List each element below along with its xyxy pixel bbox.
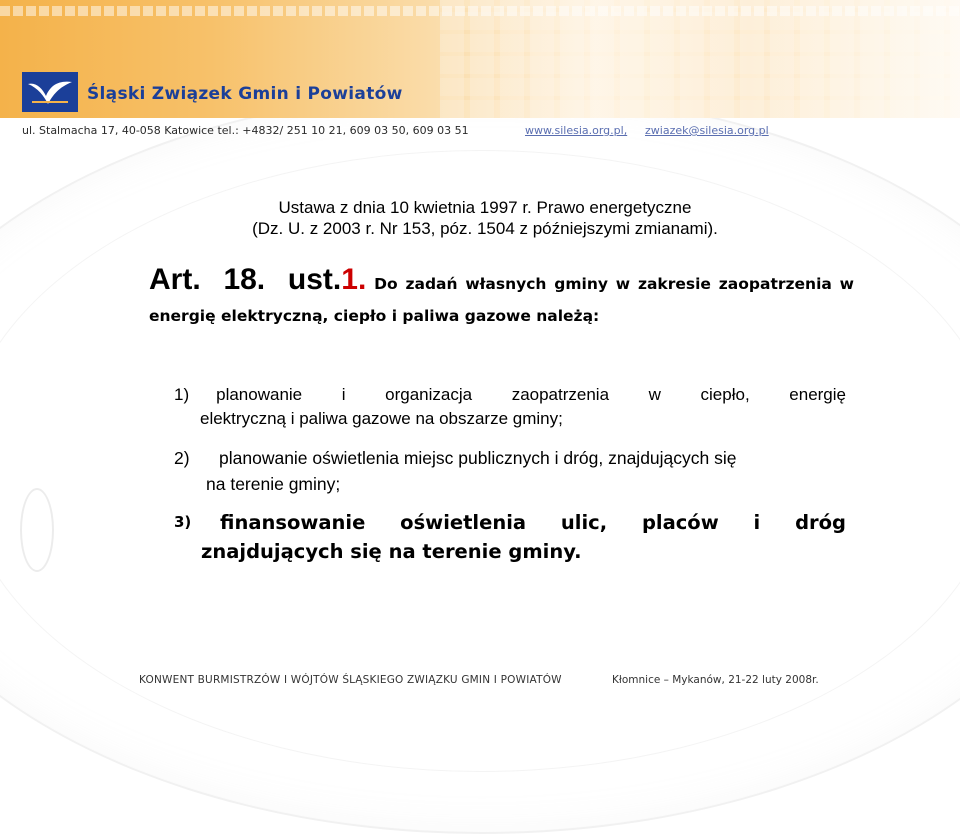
list-item-3 (174, 508, 846, 566)
bird-logo-icon (22, 72, 78, 112)
email-link[interactable]: zwiazek@silesia.org.pl (645, 124, 769, 137)
website-link[interactable]: www.silesia.org.pl, (525, 124, 628, 137)
header-mosaic (440, 0, 960, 118)
act-title-line1: Ustawa z dnia 10 kwietnia 1997 r. Prawo energetyczne (278, 198, 692, 217)
list-item-line: elektryczną i paliwa gazowe na obszarze gminy; (200, 409, 563, 428)
list-item-1 (174, 383, 846, 431)
address-text: ul. Stalmacha 17, 40-058 Katowice tel.: +4832/ 251 10 21, 609 03 50, 609 03 51 (22, 124, 469, 137)
article-text: Do zadań własnych gminy w zakresie zaopatrzenia w energię elektryczną, ciepło i paliwa gazowe należą: (149, 275, 854, 325)
list-item-number: 1) (174, 385, 190, 404)
list-item-number: 3) (174, 513, 192, 531)
organization-name: Śląski Związek Gmin i Powiatów (87, 84, 403, 104)
article-label (149, 263, 366, 296)
article-art: Art. (149, 263, 201, 296)
list-item-line: finansowanie oświetlenia ulic, placów i dróg (220, 511, 846, 534)
act-title-line2: (Dz. U. z 2003 r. Nr 153, póz. 1504 z późniejszymi zmianami). (252, 219, 718, 238)
contact-line (22, 124, 769, 137)
list-item-line: na terenie gminy; (206, 474, 341, 494)
footer-convention: KONWENT BURMISTRZÓW I WÓJTÓW ŚLĄSKIEGO ZWIĄZKU GMIN I POWIATÓW (139, 674, 562, 686)
footer-place-date: Kłomnice – Mykanów, 21-22 luty 2008r. (612, 674, 819, 686)
article-ust-number: 1. (341, 263, 367, 296)
article-number: 18. (223, 263, 266, 296)
list-item-number: 2) (174, 448, 190, 468)
act-title (200, 197, 770, 239)
article-ust: ust. (287, 263, 342, 296)
header-banner (0, 0, 960, 118)
list-item-2 (174, 445, 846, 497)
article-paragraph (149, 264, 854, 332)
list-item-line: planowanie oświetlenia miejsc publicznych i dróg, znajdujących się (219, 448, 737, 468)
list-item-line: znajdujących się na terenie gminy. (201, 540, 582, 563)
background-oval (20, 488, 54, 572)
list-item-line: planowanie i organizacja zaopatrzenia w ciepło, energię (216, 385, 846, 404)
